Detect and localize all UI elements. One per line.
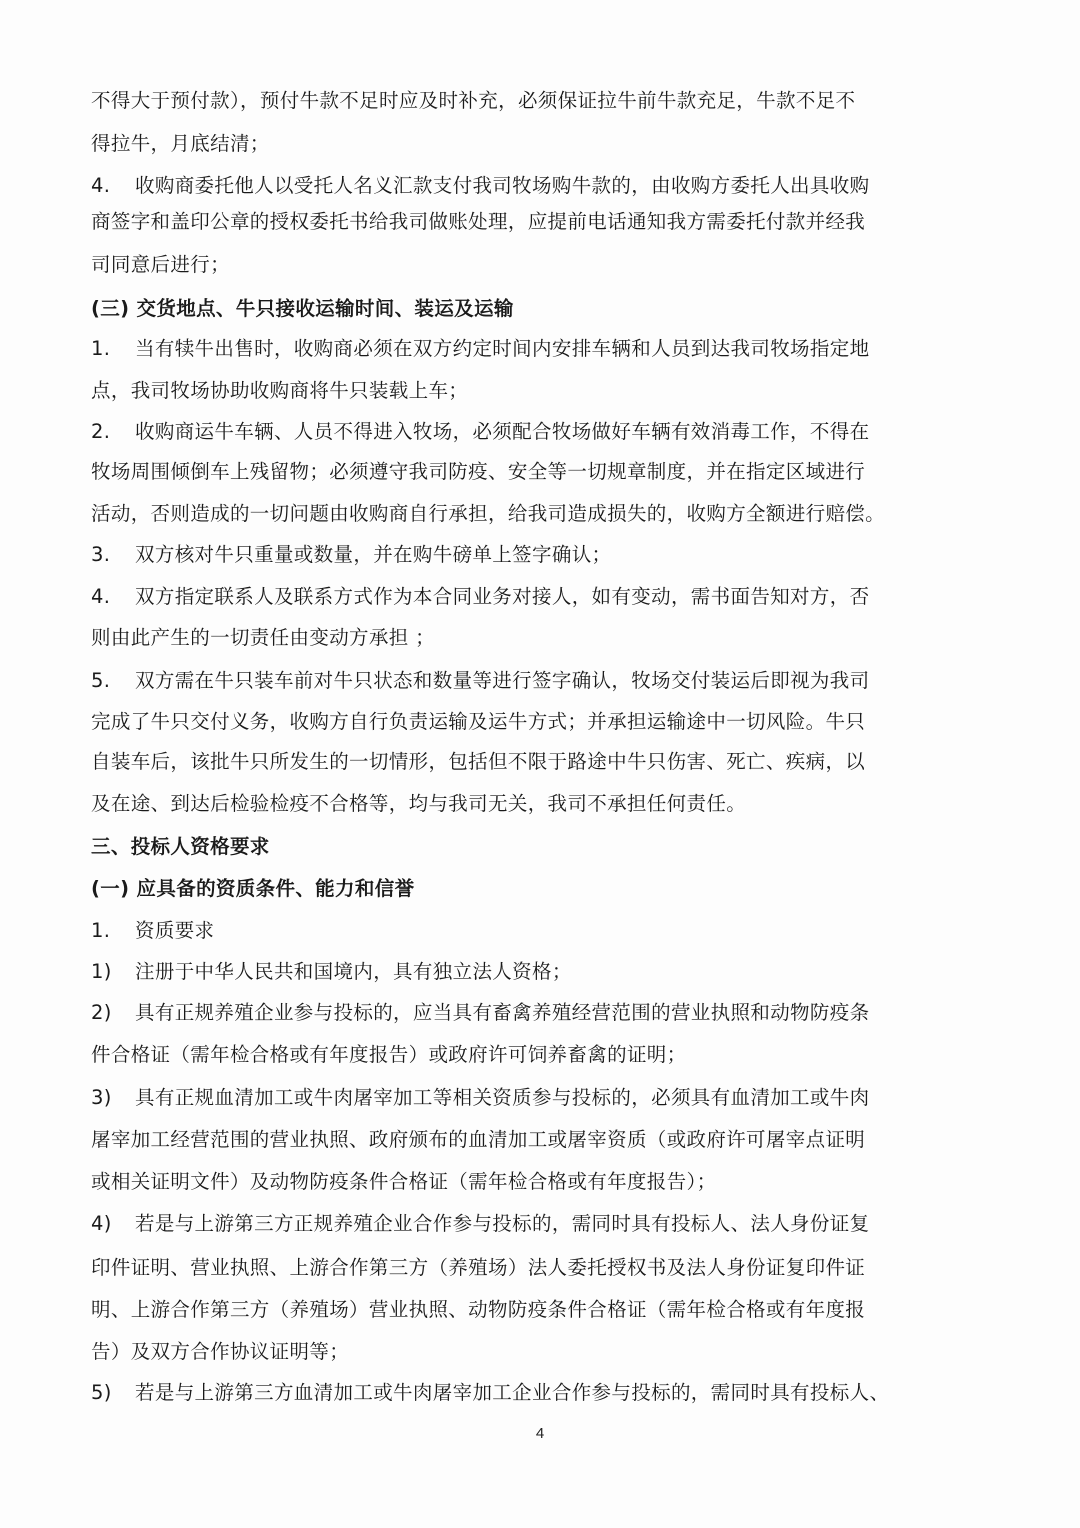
line-text: 明、上游合作第三方（养殖场）营业执照、动物防疫条件合格证（需年检合格或有年度报: [91, 1298, 866, 1321]
list-number: 5): [91, 1381, 112, 1404]
line-text: 印件证明、营业执照、上游合作第三方（养殖场）法人委托授权书及法人身份证复印件证: [91, 1256, 866, 1279]
line-text: 双方指定联系人及联系方式作为本合同业务对接人，如有变动，需书面告知对方，否: [135, 585, 870, 608]
text-line: [91, 419, 921, 445]
text-line: [91, 542, 921, 568]
line-text: 屠宰加工经营范围的营业执照、政府颁布的血清加工或屠宰资质（或政府许可屠宰点证明: [91, 1128, 866, 1151]
text-line: [91, 918, 921, 944]
text-line: [91, 625, 921, 651]
line-text: 具有正规养殖企业参与投标的，应当具有畜禽养殖经营范围的营业执照和动物防疫条: [135, 1001, 870, 1024]
text-line: [91, 173, 921, 199]
page-number: 4: [535, 1425, 545, 1442]
text-line: [91, 1211, 921, 1237]
line-text: (一) 应具备的资质条件、能力和信誉: [91, 877, 415, 900]
section-heading: [91, 876, 921, 902]
text-line: [91, 749, 921, 775]
section-heading: [91, 296, 921, 322]
list-number: 3): [91, 1086, 112, 1109]
line-text: 则由此产生的一切责任由变动方承担 ；: [91, 626, 435, 649]
line-text: (三) 交货地点、牛只接收运输时间、装运及运输: [91, 297, 514, 320]
line-text: 具有正规血清加工或牛肉屠宰加工等相关资质参与投标的，必须具有血清加工或牛肉: [135, 1086, 870, 1109]
line-text: 件合格证（需年检合格或有年度报告）或政府许可饲养畜禽的证明；: [91, 1043, 687, 1066]
text-line: [91, 131, 921, 157]
text-line: [91, 378, 921, 404]
line-text: 当有犊牛出售时，收购商必须在双方约定时间内安排车辆和人员到达我司牧场指定地: [135, 337, 870, 360]
line-text: 若是与上游第三方正规养殖企业合作参与投标的，需同时具有投标人、法人身份证复: [135, 1212, 870, 1235]
list-number: 1): [91, 960, 112, 983]
line-text: 告）及双方合作协议证明等；: [91, 1340, 350, 1363]
text-line: [91, 1000, 921, 1026]
list-number: 1.: [91, 919, 111, 942]
line-text: 若是与上游第三方血清加工或牛肉屠宰加工企业合作参与投标的，需同时具有投标人、: [135, 1381, 890, 1404]
text-line: [91, 584, 921, 610]
line-text: 收购商运牛车辆、人员不得进入牧场，必须配合牧场做好车辆有效消毒工作，不得在: [135, 420, 870, 443]
text-line: [91, 1339, 921, 1365]
list-number: 4.: [91, 174, 111, 197]
line-text: 双方需在牛只装车前对牛只状态和数量等进行签字确认，牧场交付装运后即视为我司: [135, 669, 870, 692]
text-line: [91, 1085, 921, 1111]
line-text: 资质要求: [135, 919, 215, 942]
line-text: 活动，否则造成的一切问题由收购商自行承担，给我司造成损失的，收购方全额进行赔偿。: [91, 502, 886, 525]
line-text: 或相关证明文件）及动物防疫条件合格证（需年检合格或有年度报告）；: [91, 1170, 717, 1193]
line-text: 点，我司牧场协助收购商将牛只装载上车；: [91, 379, 469, 402]
line-text: 三、投标人资格要求: [91, 835, 270, 858]
text-line: [91, 1042, 921, 1068]
line-text: 商签字和盖印公章的授权委托书给我司做账处理，应提前电话通知我方需委托付款并经我: [91, 210, 866, 233]
line-text: 牧场周围倾倒车上残留物；必须遵守我司防疫、安全等一切规章制度，并在指定区域进行: [91, 460, 866, 483]
list-number: 2.: [91, 420, 111, 443]
line-text: 双方核对牛只重量或数量，并在购牛磅单上签字确认；: [135, 543, 612, 566]
line-text: 及在途、到达后检验检疫不合格等，均与我司无关，我司不承担任何责任。: [91, 792, 747, 815]
list-number: 1.: [91, 337, 111, 360]
text-line: [91, 88, 921, 114]
text-line: [91, 252, 921, 278]
text-line: [91, 791, 921, 817]
text-line: [91, 459, 921, 485]
section-heading: [91, 834, 921, 860]
line-text: 收购商委托他人以受托人名义汇款支付我司牧场购牛款的，由收购方委托人出具收购: [135, 174, 870, 197]
list-number: 2): [91, 1001, 112, 1024]
text-line: [91, 668, 921, 694]
text-line: [91, 209, 921, 235]
text-line: [91, 959, 921, 985]
line-text: 得拉牛，月底结清；: [91, 132, 270, 155]
text-line: [91, 336, 921, 362]
line-text: 注册于中华人民共和国境内，具有独立法人资格；: [135, 960, 572, 983]
text-line: [91, 1169, 921, 1195]
text-line: [91, 1297, 921, 1323]
line-text: 完成了牛只交付义务，收购方自行负责运输及运牛方式；并承担运输途中一切风险。牛只: [91, 710, 866, 733]
line-text: 自装车后，该批牛只所发生的一切情形，包括但不限于路途中牛只伤害、死亡、疾病，以: [91, 750, 866, 773]
text-line: [91, 1127, 921, 1153]
line-text: 不得大于预付款），预付牛款不足时应及时补充，必须保证拉牛前牛款充足，牛款不足不: [91, 89, 856, 112]
list-number: 4): [91, 1212, 112, 1235]
list-number: 5.: [91, 669, 111, 692]
list-number: 3.: [91, 543, 111, 566]
text-line: [91, 1380, 921, 1406]
line-text: 司同意后进行；: [91, 253, 230, 276]
text-line: [91, 1255, 921, 1281]
text-line: [91, 709, 921, 735]
text-line: [91, 501, 921, 527]
list-number: 4.: [91, 585, 111, 608]
